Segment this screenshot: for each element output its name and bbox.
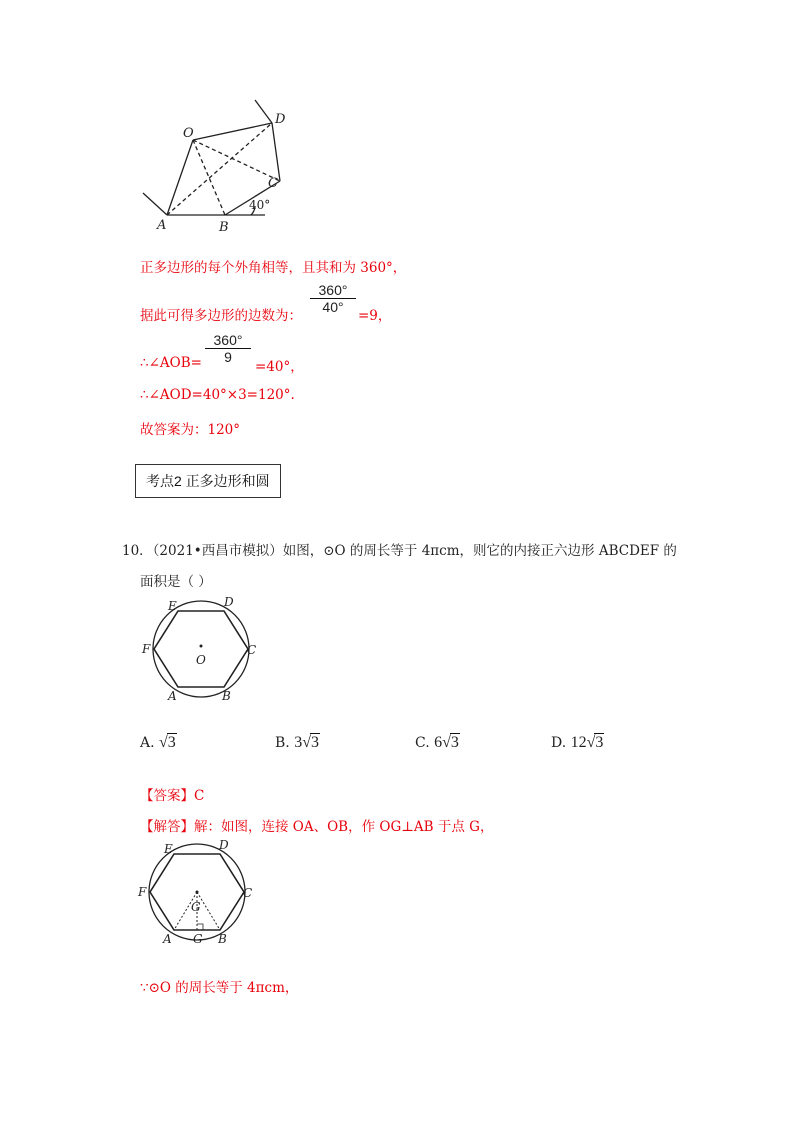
label-o: O (196, 653, 206, 667)
solution-line-4: ∴∠AOD=40°×3=120°. (140, 387, 295, 403)
label-e: E (168, 599, 177, 613)
option-radicand: 3 (595, 734, 604, 751)
option-d[interactable]: D. 12√3 (551, 734, 604, 751)
option-b[interactable]: B. 3√3 (275, 734, 319, 751)
label-angle: 40° (249, 198, 271, 212)
polygon-figure (135, 95, 305, 235)
option-coefficient: 6 (434, 734, 443, 751)
option-radicand: 3 (450, 734, 459, 751)
fraction-numerator: 360° (318, 282, 348, 298)
answer-label: 【答案】 (140, 788, 194, 804)
analysis-label: 【解答】 (140, 819, 194, 835)
question-10-line-2: 面积是（ ） (140, 574, 212, 590)
label-d: D (219, 838, 229, 852)
option-c[interactable]: C. 6√3 (415, 734, 459, 751)
solution-line-2-prefix: 据此可得多边形的边数为： (140, 308, 302, 324)
label-b: B (219, 220, 229, 235)
option-a[interactable]: A. √3 (140, 734, 176, 751)
solution-line-1: 正多边形的每个外角相等，且其和为 360°， (140, 260, 407, 276)
fraction-360-over-40 (310, 282, 356, 315)
label-g: G (193, 932, 203, 946)
label-c: C (243, 886, 253, 900)
label-d: D (275, 112, 286, 127)
label-d: D (224, 595, 234, 609)
option-coefficient: 12 (570, 734, 587, 751)
label-g-inner: G (191, 900, 201, 914)
label-o: O (183, 126, 194, 141)
label-e: E (164, 842, 173, 856)
label-f: F (142, 642, 151, 656)
solution-line-2-suffix: =9， (358, 308, 392, 324)
answer-value: C (194, 788, 205, 804)
option-letter: A. (140, 735, 155, 751)
analysis-line (140, 815, 493, 835)
option-letter: B. (275, 735, 290, 751)
label-a: A (157, 218, 167, 233)
label-c: C (247, 643, 257, 657)
question-10-line-1: 10．（2021•西昌市模拟）如图，⊙O 的周长等于 4πcm，则它的内接正六边形 ABCDEF 的 (122, 543, 677, 559)
label-b: B (222, 689, 231, 703)
label-f: F (138, 885, 147, 899)
option-letter: C. (415, 735, 430, 751)
label-a: A (163, 932, 172, 946)
fraction-360-over-9 (205, 332, 251, 365)
final-line: ∵⊙O 的周长等于 4πcm， (140, 980, 299, 996)
fraction-denominator: 9 (224, 349, 232, 365)
label-a: A (168, 689, 177, 703)
option-radicand: 3 (167, 734, 176, 751)
option-radicand: 3 (310, 734, 319, 751)
analysis-text: 解：如图，连接 OA、OB，作 OG⊥AB 于点 G， (194, 819, 494, 835)
answer-line (140, 784, 204, 804)
option-letter: D. (551, 735, 567, 751)
hexagon-with-perpendicular-figure (135, 836, 260, 951)
label-c: C (268, 176, 278, 191)
solution-line-5: 故答案为：120° (140, 422, 241, 438)
topic-box: 考点2 正多边形和圆 (135, 464, 281, 498)
solution-line-3-suffix: =40°， (255, 359, 304, 375)
option-coefficient: 3 (294, 734, 303, 751)
hexagon-figure (140, 592, 265, 707)
fraction-numerator: 360° (213, 332, 243, 348)
solution-line-3-prefix: ∴∠AOB= (140, 355, 202, 371)
label-b: B (218, 932, 227, 946)
fraction-denominator: 40° (322, 299, 344, 315)
